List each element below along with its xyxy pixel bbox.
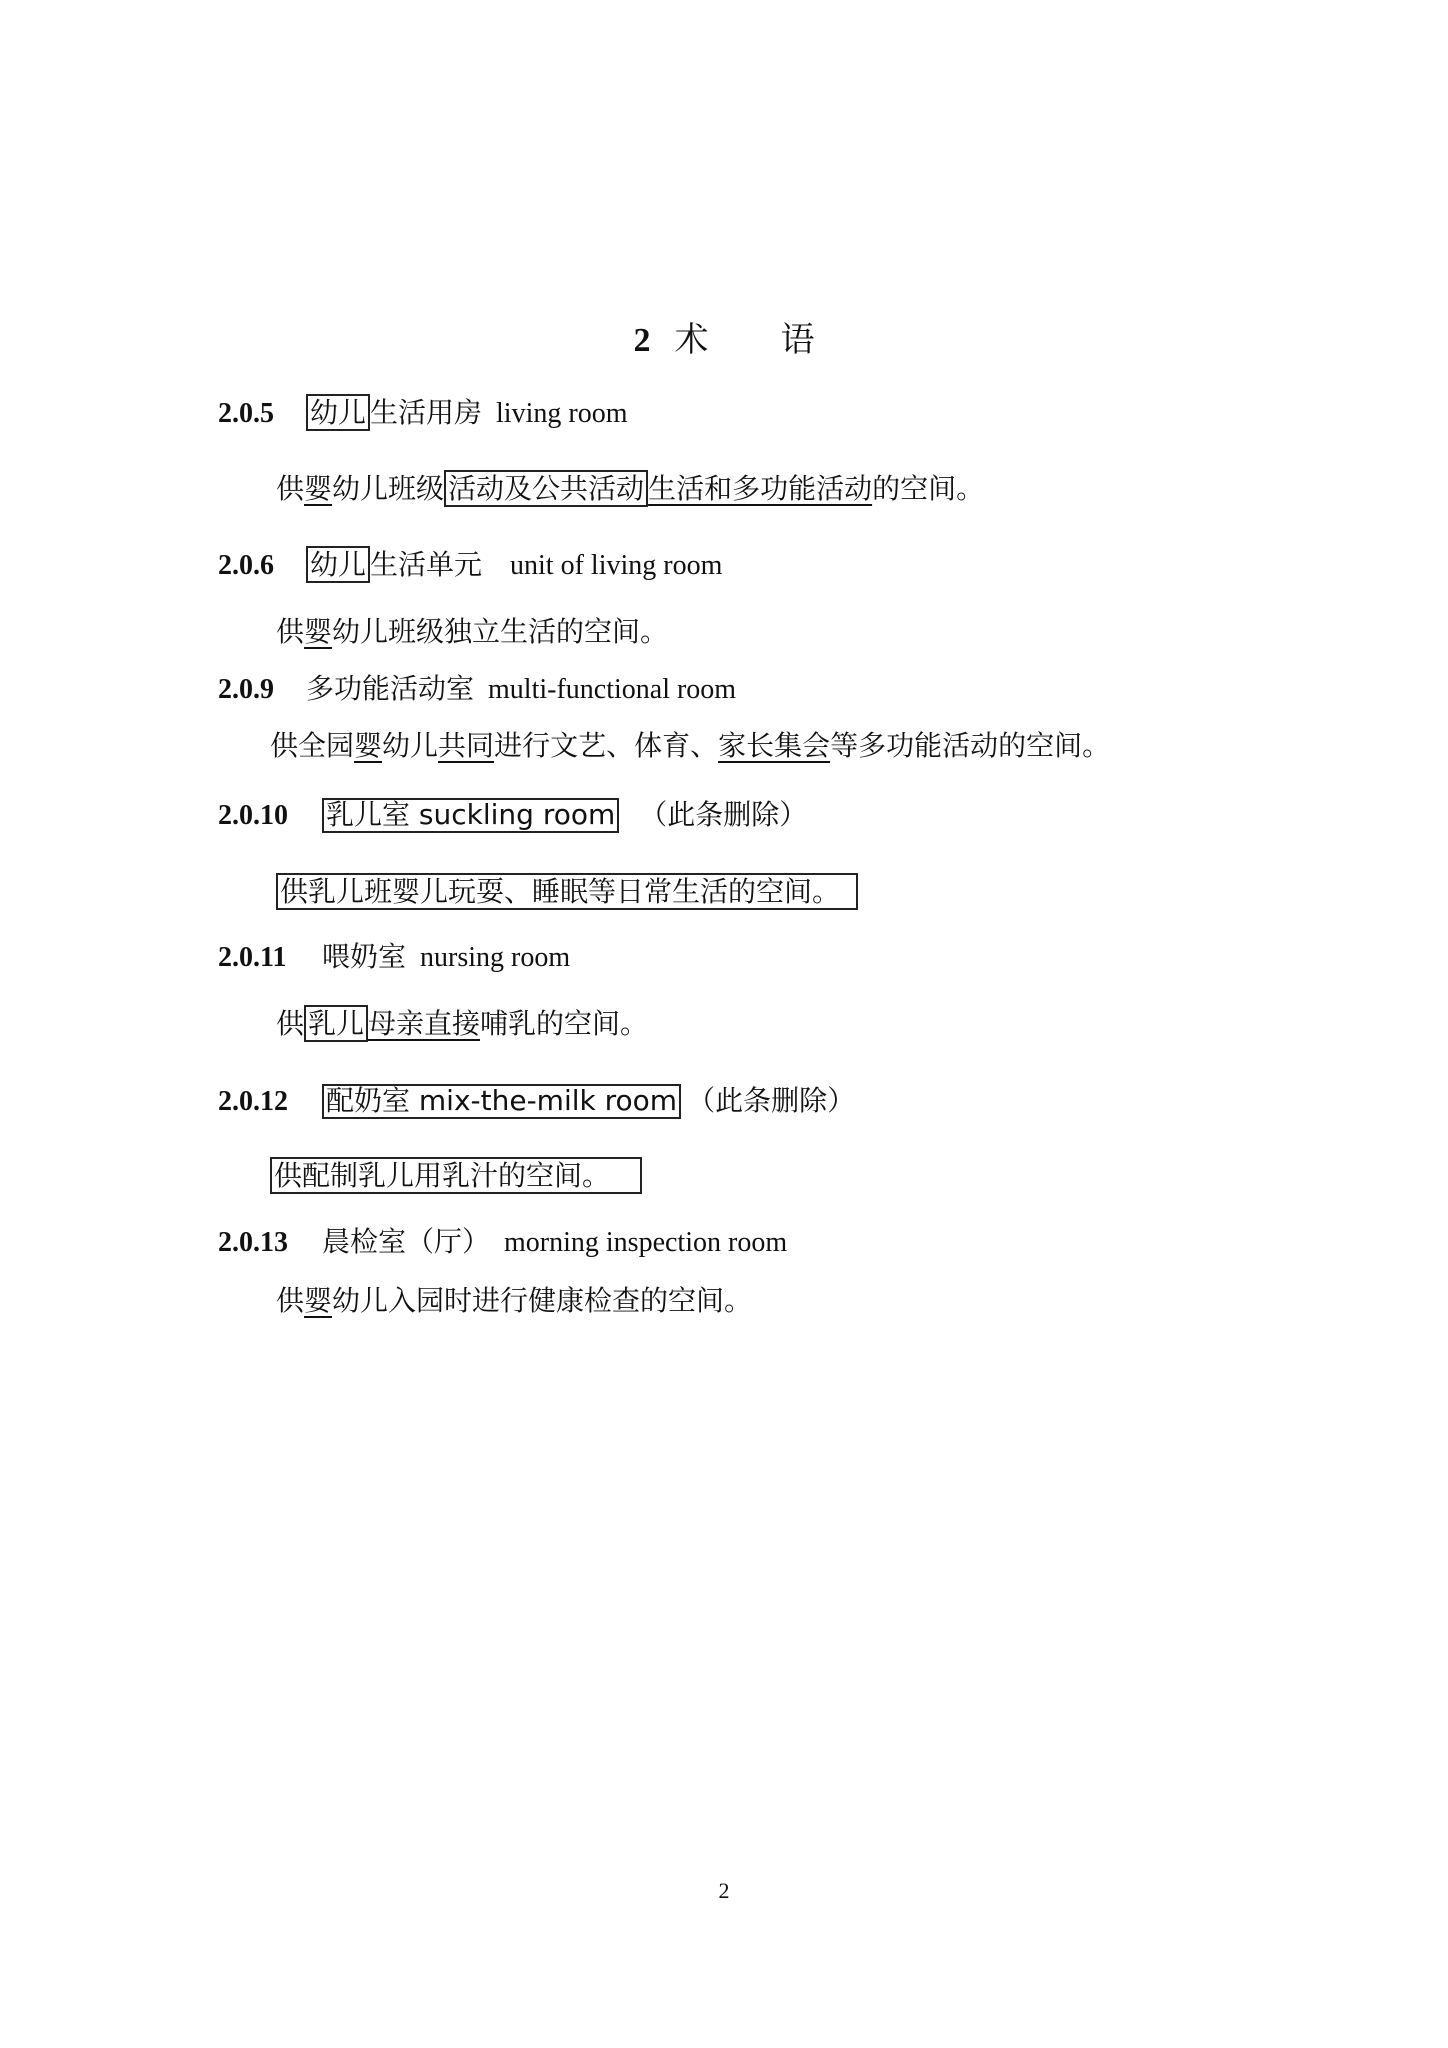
term-definition-2-0-10: [276, 872, 858, 913]
term-english: unit of living room: [510, 550, 723, 581]
definition-boxed: 供乳儿班婴儿玩耍、睡眠等日常生活的空间。: [276, 873, 858, 910]
definition-underlined: 母亲直接: [368, 1007, 481, 1040]
definition-text: 进行文艺、体育、: [494, 729, 719, 762]
definition-text: 供: [276, 1007, 305, 1040]
definition-text: 供: [276, 615, 305, 648]
term-heading-2-0-6: [218, 545, 722, 586]
definition-text: 幼儿: [382, 729, 439, 762]
term-boxed-text: [322, 1084, 681, 1119]
term-text: 生活用房: [370, 396, 483, 429]
term-heading-2-0-10: [218, 795, 807, 836]
term-number: 2.0.13: [218, 1227, 288, 1258]
term-number: 2.0.12: [218, 1086, 288, 1117]
definition-underlined: 婴: [354, 729, 383, 762]
term-text: 晨检室（厅）: [322, 1225, 491, 1258]
term-definition-2-0-9: [270, 726, 1110, 767]
definition-text: 的空间。: [872, 472, 985, 505]
definition-text: 等多功能活动的空间。: [830, 729, 1111, 762]
definition-boxed: 乳儿: [304, 1005, 368, 1042]
term-number: 2.0.5: [218, 398, 274, 429]
term-text: 喂奶室: [322, 940, 407, 973]
term-number: 2.0.10: [218, 800, 288, 831]
definition-underlined: 婴: [304, 472, 333, 505]
term-heading-2-0-9: [218, 669, 736, 710]
definition-text: 幼儿班级独立生活的空间。: [332, 615, 669, 648]
chapter-title: [0, 318, 1448, 363]
term-boxed-label: 配奶室 mix-the-milk room: [326, 1084, 678, 1117]
term-definition-2-0-6: [276, 612, 668, 653]
definition-underlined: 共同: [438, 729, 495, 762]
term-english: multi-functional room: [488, 674, 737, 705]
term-text: 多功能活动室: [306, 672, 475, 705]
term-heading-2-0-5: [218, 393, 627, 434]
definition-underlined: 婴: [304, 1284, 333, 1317]
definition-text: 幼儿入园时进行健康检查的空间。: [332, 1284, 753, 1317]
definition-text: 供全园: [270, 729, 355, 762]
term-heading-2-0-12: [218, 1081, 855, 1122]
term-deleted-note: （此条删除）: [687, 1084, 856, 1117]
term-definition-2-0-11: [276, 1004, 648, 1045]
term-definition-2-0-12: [270, 1156, 642, 1197]
definition-boxed: 供配制乳儿用乳汁的空间。: [270, 1157, 642, 1194]
definition-text: 供: [276, 472, 305, 505]
term-definition-2-0-5: [276, 469, 984, 510]
term-boxed-label: 乳儿室 suckling room: [326, 798, 616, 831]
term-heading-2-0-13: [218, 1222, 787, 1263]
term-number: 2.0.6: [218, 550, 274, 581]
term-number: 2.0.9: [218, 674, 274, 705]
term-english: morning inspection room: [504, 1227, 788, 1258]
definition-underlined: 家长集会: [718, 729, 831, 762]
definition-underlined: 生活和多功能活动: [648, 472, 873, 505]
definition-text: 幼儿班级: [332, 472, 445, 505]
definition-text: 供: [276, 1284, 305, 1317]
definition-underlined: 婴: [304, 615, 333, 648]
chapter-number: 2: [633, 322, 651, 359]
term-english: living room: [496, 398, 628, 429]
term-boxed-text: 幼儿: [306, 394, 370, 431]
term-heading-2-0-11: [218, 937, 570, 978]
chapter-title-word-1: 术: [674, 320, 709, 360]
term-boxed-text: 幼儿: [306, 546, 370, 583]
definition-text: 哺乳的空间。: [480, 1007, 649, 1040]
term-number: 2.0.11: [218, 942, 287, 973]
term-deleted-note: （此条删除）: [639, 798, 808, 831]
term-english: nursing room: [420, 942, 571, 973]
term-definition-2-0-13: [276, 1281, 752, 1322]
chapter-title-word-2: 语: [780, 320, 815, 360]
page-number: 2: [718, 1878, 730, 1903]
definition-boxed: 活动及公共活动: [444, 470, 648, 507]
term-boxed-text: [322, 798, 619, 833]
term-text: 生活单元: [370, 548, 483, 581]
